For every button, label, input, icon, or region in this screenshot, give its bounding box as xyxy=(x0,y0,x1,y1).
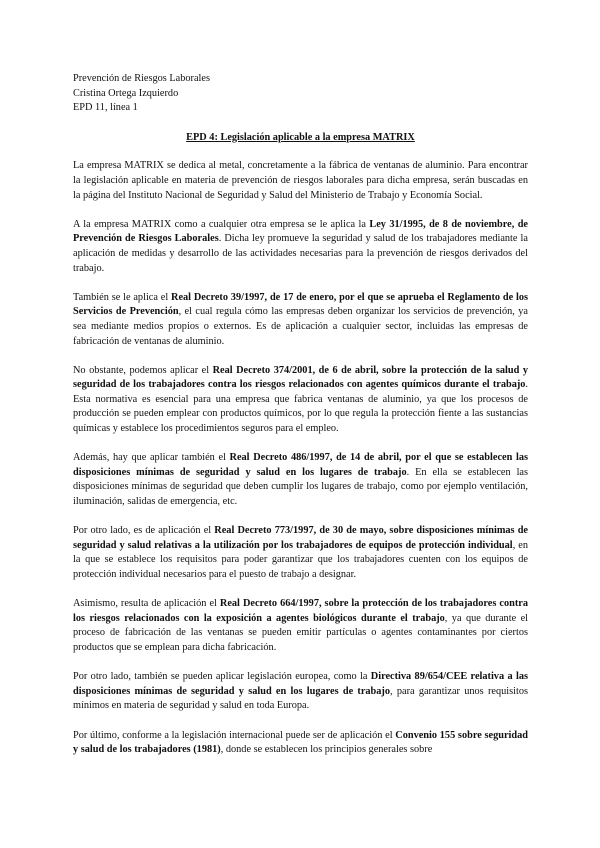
law-reference: Real Decreto 39/1997, de 17 de enero, por el que se aprueba el Reglamento de los Servicios de Prevención xyxy=(73,291,528,318)
paragraph-1 xyxy=(73,159,528,203)
group-line: EPD 11, línea 1 xyxy=(73,102,138,114)
paragraph-3 xyxy=(73,291,528,349)
paragraph-7 xyxy=(73,597,528,655)
law-reference: Directiva 89/654/CEE relativa a las disposiciones mínimas de seguridad y salud en los lugares de trabajo xyxy=(73,671,528,697)
author-line: Cristina Ortega Izquierdo xyxy=(73,87,179,99)
paragraph-6 xyxy=(73,524,528,582)
paragraph-4-body: . Esta normativa es esencial para una empresa que fabrica ventanas de aluminio, ya que los procesos de producción se pueden emplear con productos químicos, por lo que regula la protección fiente a las sustancias químicas y establece los procedimientos seguros para el empleo. xyxy=(73,379,528,435)
paragraph-2-body: . Dicha ley promueve la seguridad y salud de los trabajadores mediante la aplicación de medidas y desarrollo de las actividades necesarias para la prevención de riesgos derivados del trabajo. xyxy=(73,233,528,274)
paragraph-8 xyxy=(73,670,528,714)
paragraph-3-intro: También se le aplica el xyxy=(73,291,172,303)
paragraph-3-body: , el cual regula cómo las empresas deben organizar los servicios de prevención, ya sea mediante medios propios o externos. Es de aplicación a cualquier sector, incluidas las empresas de fabricación de ventanas de aluminio. xyxy=(73,306,529,347)
subject-line: Prevención de Riesgos Laborales xyxy=(73,73,210,84)
paragraph-6-body: , en la que se establece los requisitos para poder garantizar que los trabajadores cuenten con los equipos de protección individual necesarios para el puesto de trabajo a designar. xyxy=(73,539,528,580)
paragraph-8-intro: Por otro lado, también se pueden aplicar legislación europea, como la xyxy=(73,671,371,683)
paragraph-2 xyxy=(73,218,528,276)
paragraph-9-intro: Por último, conforme a la legislación internacional puede ser de aplicación el xyxy=(73,729,396,741)
paragraph-5 xyxy=(73,451,528,509)
document-page xyxy=(73,72,528,772)
document-title: EPD 4: Legislación aplicable a la empresa MATRIX xyxy=(186,131,415,143)
law-reference: Real Decreto 773/1997, de 30 de mayo, sobre disposiciones mínimas de seguridad y salud relativas a la utilización por los trabajadores de equipos de protección individual xyxy=(73,525,529,551)
document-header xyxy=(73,72,528,116)
paragraph-4-intro: No obstante, podemos aplicar el xyxy=(73,364,213,376)
paragraph-8-body: , para garantizar unos requisitos mínimos en materia de seguridad y salud en toda Europa. xyxy=(73,685,528,712)
paragraph-7-body: , ya que durante el proceso de fabricación de las ventanas se pueden emitir partículas o agentes contaminantes por ciertos productos que se emplean para dicha fabricación. xyxy=(73,612,529,653)
paragraph-4 xyxy=(73,364,528,437)
law-reference: Convenio 155 sobre seguridad y salud de los trabajadores (1981) xyxy=(73,729,528,756)
law-reference: Real Decreto 374/2001, de 6 de abril, sobre la protección de la salud y seguridad de los trabajadores contra los riesgos relacionados con agentes químicos durante el trabajo xyxy=(73,364,529,391)
law-reference: Ley 31/1995, de 8 de noviembre, de Prevención de Riesgos Laborales xyxy=(73,218,528,245)
paragraph-5-body: . En ella se establecen las disposiciones mínimas de seguridad que deben cumplir los lugares de trabajo, como por ejemplo ventilación, iluminación, salidas de emergencia, etc. xyxy=(73,466,529,508)
paragraph-9 xyxy=(73,729,528,758)
law-reference: Real Decreto 664/1997, sobre la protección de los trabajadores contra los riesgos relacionados con la exposición a agentes biológicos durante el trabajo xyxy=(73,598,528,624)
paragraph-7-intro: Asimismo, resulta de aplicación el xyxy=(73,598,220,610)
paragraph-2-intro: A la empresa MATRIX como a cualquier otra empresa se le aplica la xyxy=(73,218,370,230)
paragraph-5-intro: Además, hay que aplicar también el xyxy=(73,452,230,464)
paragraph-9-body: , donde se establecen los principios generales sobre xyxy=(220,744,433,756)
law-reference: Real Decreto 486/1997, de 14 de abril, por el que se establecen las disposiciones mínimas de seguridad y salud en los lugares de trabajo xyxy=(73,452,528,478)
paragraph-6-intro: Por otro lado, es de aplicación el xyxy=(73,525,215,537)
paragraph-1-text: La empresa MATRIX se dedica al metal, concretamente a la fábrica de ventanas de aluminio. Para encontrar la legislación aplicable en materia de prevención de riesgos laborales para dicha empresa, serán buscadas en la página del Instituto Nacional de Seguridad y Salud del Ministerio de Trabajo y Economía Social. xyxy=(73,160,528,201)
